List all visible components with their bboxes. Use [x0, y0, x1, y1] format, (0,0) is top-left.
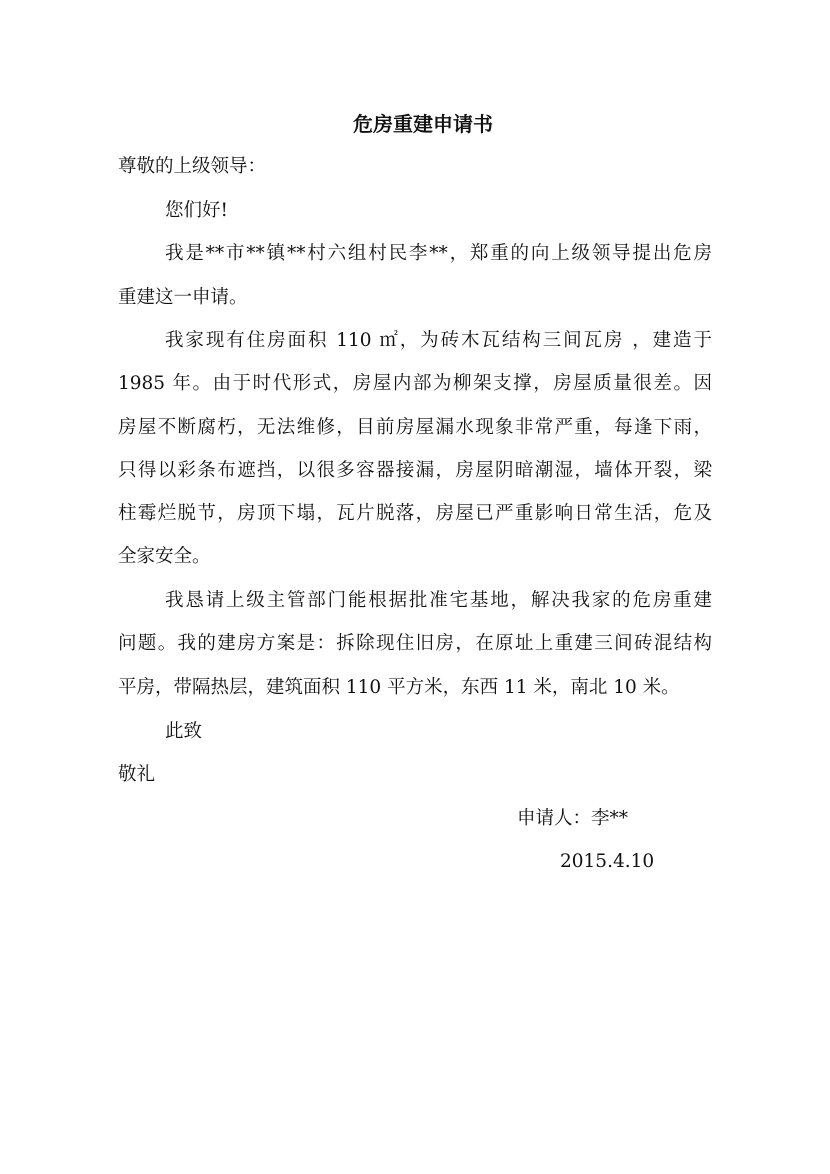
paragraph-line: 我家现有住房面积 110 ㎡，为砖木瓦结构三间瓦房 ，建造于 — [165, 330, 712, 351]
paragraph-line: 只得以彩条布遮挡，以很多容器接漏，房屋阴暗潮湿，墙体开裂，梁 — [118, 460, 712, 481]
paragraph-line: 平房，带隔热层，建筑面积 110 平方米，东西 11 米，南北 10 米。 — [118, 677, 680, 698]
date: 2015.4.10 — [560, 851, 655, 872]
paragraph-line: 重建这一申请。 — [118, 287, 248, 308]
applicant-signature: 申请人：李** — [517, 808, 629, 829]
paragraph-line: 柱霉烂脱节，房顶下塌，瓦片脱落，房屋已严重影响日常生活，危及 — [118, 503, 712, 524]
salutation: 尊敬的上级领导： — [118, 156, 267, 177]
paragraph-line: 我恳请上级主管部门能根据批准宅基地，解决我家的危房重建 — [165, 590, 712, 611]
greeting: 您们好! — [165, 200, 228, 221]
closing-ci-zhi: 此致 — [165, 721, 203, 742]
document-title: 危房重建申请书 — [353, 112, 493, 136]
paragraph-line: 我是**市**镇**村六组村民李**，郑重的向上级领导提出危房 — [165, 243, 712, 264]
closing-jing-li: 敬礼 — [118, 764, 156, 785]
paragraph-line: 房屋不断腐朽，无法维修，目前房屋漏水现象非常严重，每逢下雨， — [118, 417, 712, 438]
paragraph-line: 问题。我的建房方案是：拆除现住旧房，在原址上重建三间砖混结构 — [118, 633, 712, 654]
paragraph-line: 1985 年。由于时代形式，房屋内部为柳架支撑，房屋质量很差。因 — [118, 373, 712, 394]
paragraph-line: 全家安全。 — [118, 546, 211, 567]
